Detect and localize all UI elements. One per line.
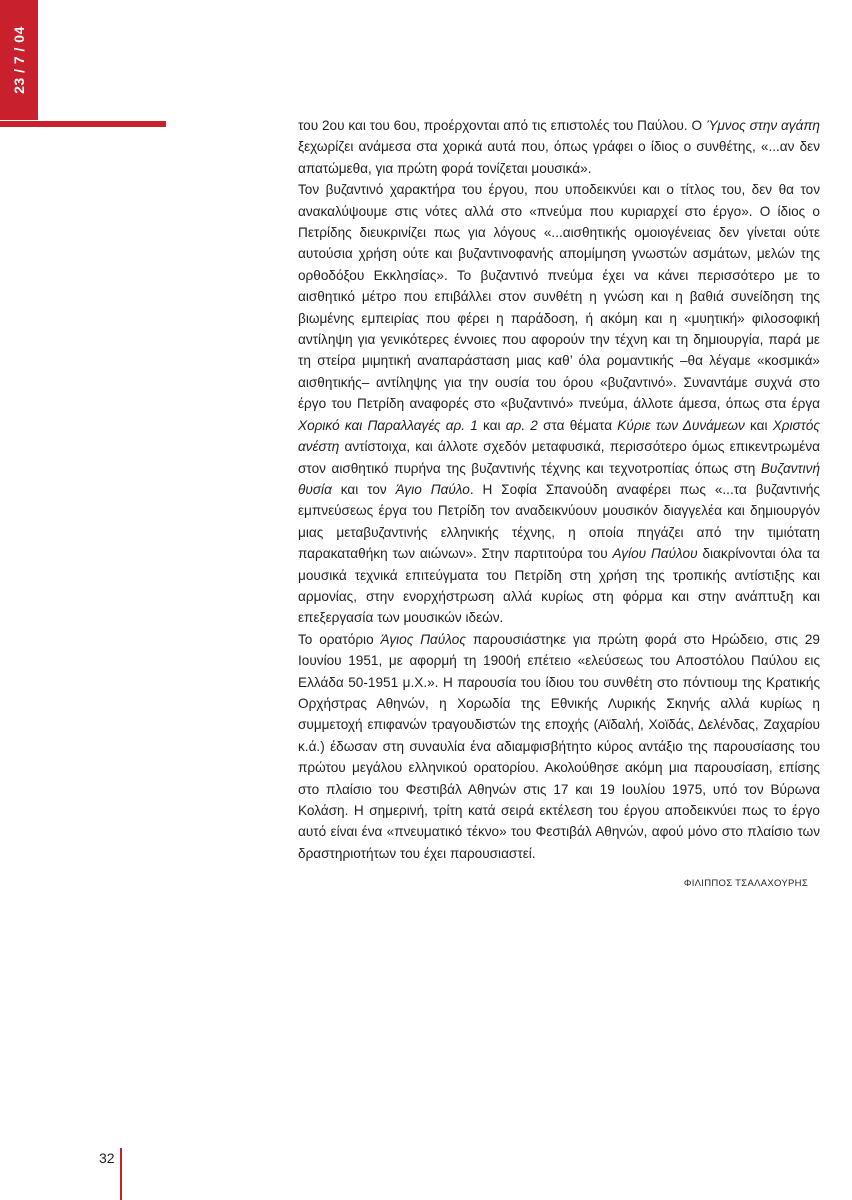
author-signature: ΦΙΛΙΠΠΟΣ ΤΣΑΛΑΧΟΥΡΗΣ: [683, 878, 808, 889]
italic-title: Άγιος Παύλος: [380, 631, 466, 647]
text-run: παρουσιάστηκε για πρώτη φορά στο Ηρώδειο, στις 29 Ιουνίου 1951, με αφορμή τη 1900ή επέτειο «ελεύσεως του Αποστόλου Παύλου εις Ελλάδα 50-1951 μ.Χ.». Η παρουσία του ίδιου του συνθέτη στο πόντιουμ της Κρατικής Ορχήστρας Αθηνών, η Χορωδία της Εθνικής Λυρικής Σκηνής αλλά κυρίως η συμμετοχή επιφανών τραγουδιστών της εποχής (Αϊδαλή, Χοϊδάς, Δελένδας, Ζαχαρίου κ.ά.) έδωσαν στη συναυλία ένα αδιαμφισβήτητο κύρος αντάξιο της παρουσίασης του πρώτου μεγάλου ελληνικού ορατορίου. Ακολούθησε ακόμη μια παρουσίαση, επίσης στο πλαίσιο του Φεστιβάλ Αθηνών στις 17 και 19 Ιουλίου 1975, υπό τον Βύρωνα Κολάση. Η σημερινή, τρίτη κατά σειρά εκτέλεση του έργου αποδεικνύει πως το έργο αυτό είναι ένα «πνευματικό τέκνο» του Φεστιβάλ Αθηνών, αφού μόνο στο πλαίσιο των δραστηριοτήτων του έχει παρουσιαστεί.: [298, 631, 820, 861]
italic-title: Χριστός ανέστη: [298, 417, 821, 455]
italic-title: Βυζαντινή θυσία: [298, 460, 820, 497]
text-run: και τον: [331, 481, 396, 497]
italic-title: Άγιο Παύλο: [395, 481, 470, 497]
article-paragraph: [298, 179, 820, 629]
text-run: του 2ου και του 6ου, προέρχονται από τις επιστολές του Παύλου. Ο: [298, 118, 706, 133]
text-run: Το ορατόριο: [298, 631, 381, 647]
italic-title: αρ. 2: [505, 417, 538, 433]
header-rule: [0, 121, 166, 127]
text-run: και: [744, 417, 773, 433]
text-run: αντίστοιχα, και άλλοτε σχεδόν μεταφυσικά, περισσότερο όμως επικεντρωμένα στον αισθητικό πυρήνα της βυζαντινής τέχνης και τεχνοτροπίας όπως στη: [298, 439, 820, 476]
page-number: 32: [99, 1150, 115, 1166]
article-paragraph: [298, 629, 820, 864]
page-number-rule: [120, 1148, 122, 1200]
date-label: 23 / 7 / 04: [11, 26, 27, 94]
article-body: [298, 115, 820, 864]
text-run: διακρίνονται όλα τα μουσικά τεχνικά επιτεύγματα του Πετρίδη στη χρήση της τροπικής αντίστιξης και αρμονίας, στην ενορχήστρωση αλλά κυρίως στη φόρμα και στην ανάπτυξη και επεξεργασία των μουσικών ιδεών.: [298, 546, 820, 626]
text-run: ξεχωρίζει ανάμεσα στα χορικά αυτά που, όπως γράφει ο ίδιος ο συνθέτης, «...αν δεν απατώμεθα, για πρώτη φορά τονίζεται μουσικά».: [298, 139, 820, 176]
text-run: και: [477, 417, 506, 433]
italic-title: Κύριε των Δυνάμεων: [617, 417, 745, 433]
italic-title: Αγίου Παύλου: [612, 546, 698, 562]
text-run: . Η Σοφία Σπανούδη αναφέρει πως «...τα βυζαντινής εμπνεύσεως έργα του Πετρίδη τον αναδεικνύουν μουσικόν διαγγελέα και δημιουργόν μιας μεταβυζαντινής ελληνικής τέχνης, η οποία πηγάζει από την τιμιότατη παρακαταθήκη των αιώνων». Στην παρτιτούρα του: [298, 481, 820, 562]
italic-title: Ύμνος στην αγάπη: [705, 118, 820, 133]
text-run: στα θέματα: [537, 417, 618, 433]
date-tab: [0, 0, 38, 120]
article-paragraph: [298, 115, 820, 179]
italic-title: Χορικό και Παραλλαγές αρ. 1: [298, 417, 478, 433]
text-run: Τον βυζαντινό χαρακτήρα του έργου, που υποδεικνύει και ο τίτλος του, δεν θα τον ανακαλύψουμε στις νότες αλλά στο «πνεύμα που κυριαρχεί στο έργο». Ο ίδιος ο Πετρίδης διευκρινίζει πως για λόγους «...αισθητικής ομοιογένειας δεν γίνεται ούτε αυτούσια χρήση ούτε και βυζαντινοφανής απομίμηση γνωστών ασμάτων, μελών της ορθοδόξου Εκκλησίας». Το βυζαντινό πνεύμα έχει να κάνει περισσότερο με το αισθητικό μέτρο που επιβάλλει στον συνθέτη η γνώση και η βαθιά συνείδηση της βιωμένης εμπειρίας που φέρει η παράδοση, ή ακόμη και η «μυητική» φιλοσοφική αντίληψη για γενικότερες έννοιες που αφορούν την τέχνη και τη δημιουργία, παρά με τη στείρα μιμητική αναπαράσταση μιας καθ’ όλα ρομαντικής –θα λέγαμε «κοσμικά» αισθητικής– αντίληψης για την ουσία του όρου «βυζαντινό». Συναντάμε συχνά στο έργο του Πετρίδη αναφορές στο «βυζαντινό» πνεύμα, άλλοτε άμεσα, όπως στα έργα: [298, 182, 820, 412]
